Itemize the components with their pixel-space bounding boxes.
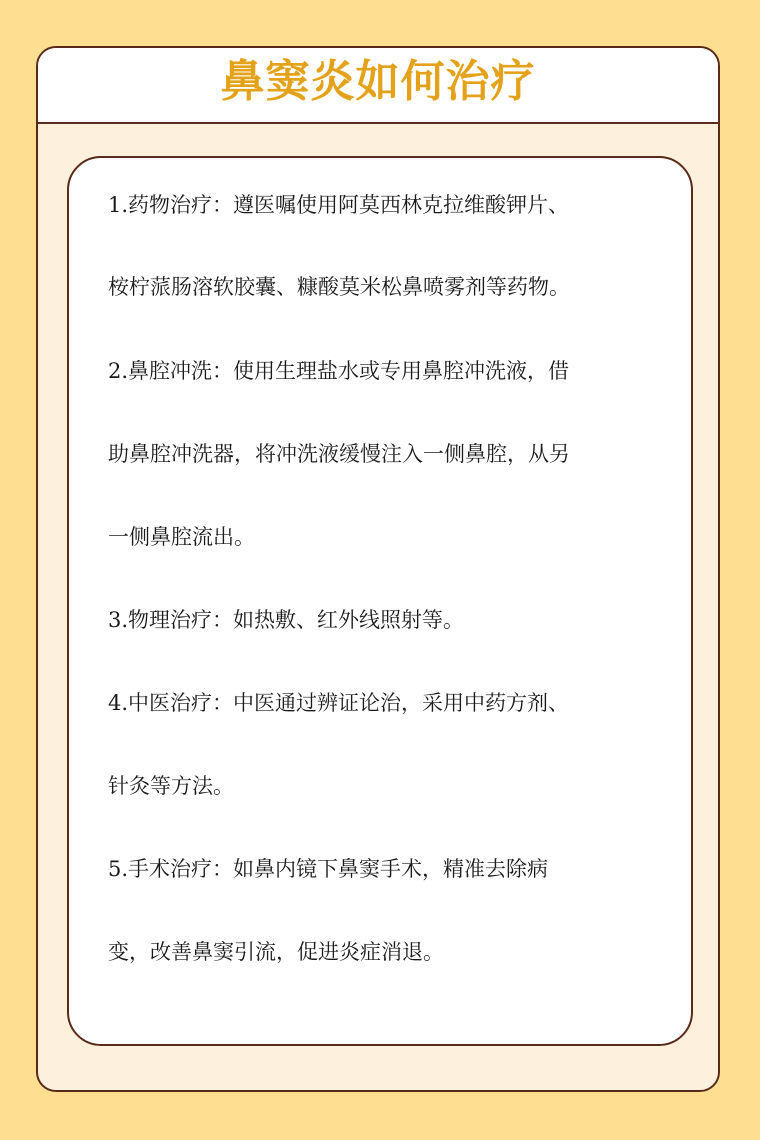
item-2-line-1 [108,356,569,386]
item-4-line-2: 针灸等方法。 [108,774,234,798]
item-1-line-2: 桉柠蒎肠溶软胶囊、糠酸莫米松鼻喷雾剂等药物。 [108,275,570,299]
item-1-line-1 [108,190,569,220]
page-title: 鼻窦炎如何治疗 [220,56,536,107]
item-3-text-1: 物理治疗：如热敷、红外线照射等。 [128,608,465,632]
item-2-text-1: 鼻腔冲洗：使用生理盐水或专用鼻腔冲洗液，借 [128,359,570,383]
item-2-number: 2. [108,359,129,383]
item-1-number: 1. [108,193,129,217]
title-banner [38,48,718,124]
item-3-line-1 [108,605,464,635]
item-4-number: 4. [108,691,129,715]
item-5-line-2: 变，改善鼻窦引流，促进炎症消退。 [108,940,444,964]
item-2-line-2: 助鼻腔冲洗器，将冲洗液缓慢注入一侧鼻腔，从另 [108,442,570,466]
item-5-number: 5. [108,857,129,881]
item-2-line-3: 一侧鼻腔流出。 [108,525,255,549]
item-1-text-1: 药物治疗：遵医嘱使用阿莫西林克拉维酸钾片、 [128,193,570,217]
item-4-text-1: 中医治疗：中医通过辨证论治，采用中药方剂、 [128,691,570,715]
item-4-line-1 [108,688,569,718]
item-5-text-1: 手术治疗：如鼻内镜下鼻窦手术，精准去除病 [128,857,549,881]
item-3-number: 3. [108,608,129,632]
item-5-line-1 [108,854,548,884]
